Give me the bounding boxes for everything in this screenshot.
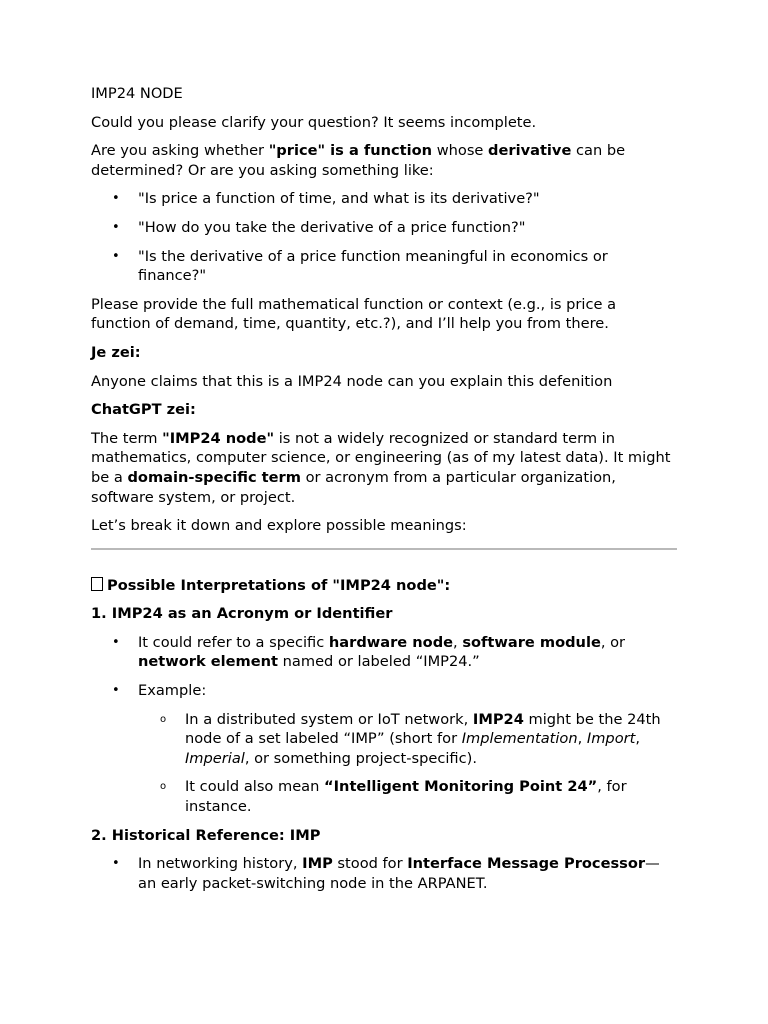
example-questions-list bbox=[91, 189, 677, 285]
breakdown-paragraph: Let’s break it down and explore possible meanings: bbox=[91, 517, 467, 535]
section-2-heading: 2. Historical Reference: IMP bbox=[91, 826, 321, 844]
assistant-label: ChatGPT zei: bbox=[91, 401, 196, 419]
list-item: • "Is the derivative of a price function meaningful in economics or finance?" bbox=[91, 247, 677, 286]
list-item: • In networking history, IMP stood for Interface Message Processor—an early packet-switching node in the ARPANET. bbox=[91, 854, 677, 893]
context-request-paragraph: Please provide the full mathematical function or context (e.g., is price a function of demand, time, quantity, etc.?), and I’ll help you from there. bbox=[91, 295, 617, 333]
question-paragraph: Are you asking whether "price" is a function whose derivative can be determined? Or are you asking something like: bbox=[91, 142, 626, 179]
list-item: • "Is price a function of time, and what is its derivative?" bbox=[91, 189, 677, 209]
user-label: Je zei: bbox=[91, 343, 141, 361]
sub-list-item: o In a distributed system or IoT network, IMP24 might be the 24th node of a set labeled “IMP” (short for Implementation, Import, Imperial, or something project-specific). bbox=[138, 710, 677, 769]
section-2-list bbox=[91, 854, 677, 893]
document-page bbox=[91, 84, 677, 902]
section-divider bbox=[91, 548, 677, 550]
section-1-list bbox=[91, 633, 677, 817]
list-item: • "How do you take the derivative of a price function?" bbox=[91, 218, 677, 238]
section-1-heading: 1. IMP24 as an Acronym or Identifier bbox=[91, 605, 393, 623]
interpretations-heading: Possible Interpretations of "IMP24 node": bbox=[91, 576, 677, 596]
list-item: • It could refer to a specific hardware node, software module, or network element named or labeled “IMP24.” bbox=[91, 633, 677, 672]
document-title: IMP24 NODE bbox=[91, 85, 183, 102]
missing-glyph-icon bbox=[91, 577, 103, 591]
sub-list-item: o It could also mean “Intelligent Monitoring Point 24”, for instance. bbox=[138, 777, 677, 816]
user-message: Anyone claims that this is a IMP24 node can you explain this defenition bbox=[91, 372, 613, 390]
list-item: • Example: o In a distributed system or IoT network, IMP24 might be the 24th node of a set labeled “IMP” (short for Implementation, Import, Imperial, or something project-specific). o It could also mean “Intelligent Monitoring Point 24”, for instance. bbox=[91, 681, 677, 817]
clarify-paragraph: Could you please clarify your question? It seems incomplete. bbox=[91, 113, 537, 131]
answer-paragraph: The term "IMP24 node" is not a widely recognized or standard term in mathematics, computer science, or engineering (as of my latest data). It might be a domain-specific term or acronym from a particular organization, software system, or project. bbox=[91, 429, 671, 506]
example-sublist bbox=[138, 710, 677, 817]
